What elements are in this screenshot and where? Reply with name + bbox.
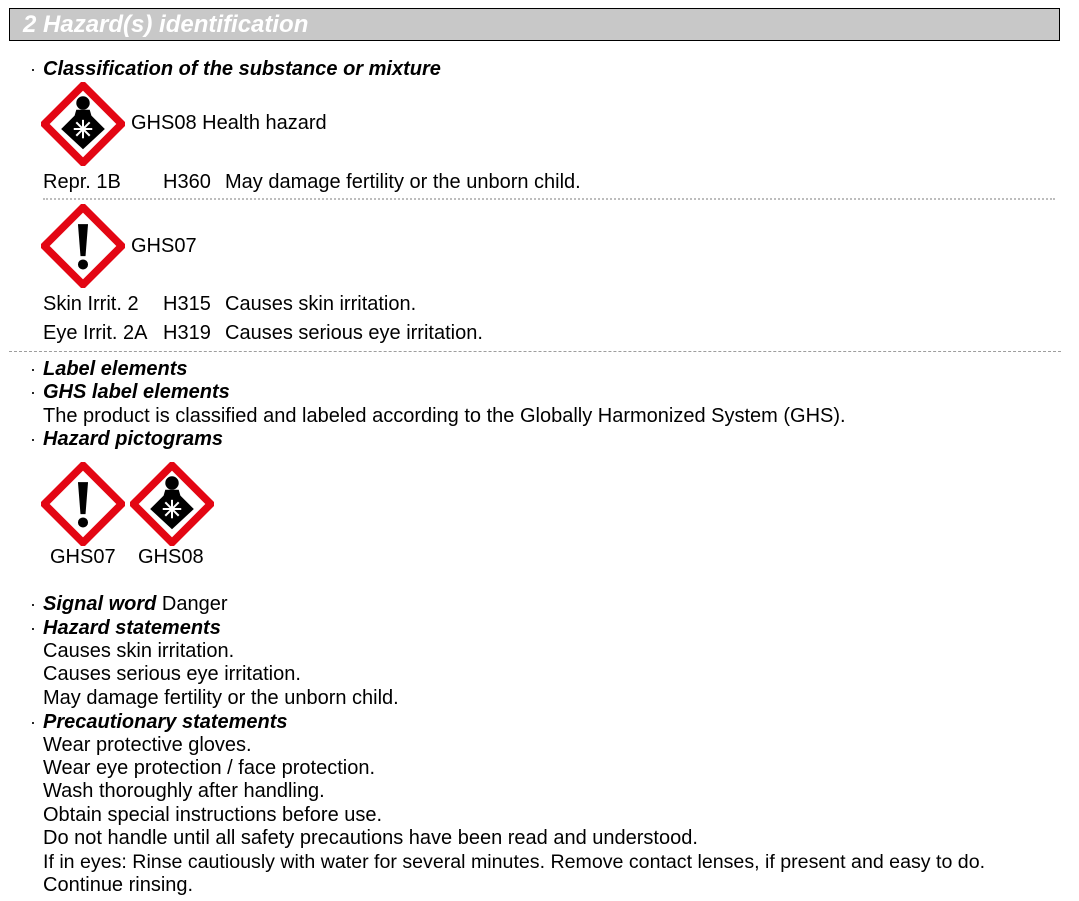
classification-heading: Classification of the substance or mixture (43, 58, 441, 80)
hazard-pictograms-heading: Hazard pictograms (43, 428, 224, 450)
dashed-divider (9, 351, 1061, 352)
hazard-text: Causes skin irritation. (225, 293, 417, 315)
pictogram-caption: GHS08 (138, 546, 204, 568)
section-title: 2 Hazard(s) identification (23, 11, 309, 38)
precautionary-statement: Do not handle until all safety precautions have been read and understood. (43, 827, 698, 849)
bullet: · (30, 429, 36, 449)
precautionary-statement: Obtain special instructions before use. (43, 804, 383, 826)
signal-word-line (43, 593, 228, 616)
signal-word-heading: Signal word (43, 593, 157, 615)
pictogram-label: GHS07 (131, 235, 197, 257)
bullet: · (30, 594, 36, 614)
bullet: · (30, 359, 36, 379)
dotted-divider (43, 198, 1055, 200)
hazard-code: H360 (163, 171, 211, 193)
precautionary-statement: Wear protective gloves. (43, 734, 252, 756)
health-hazard-icon (41, 82, 125, 166)
bullet: · (30, 382, 36, 402)
precautionary-statement: If in eyes: Rinse cautiously with water for several minutes. Remove contact lenses, if present and easy to do. (43, 851, 986, 873)
bullet: · (30, 59, 36, 79)
signal-word-value: Danger (161, 593, 228, 615)
hazard-statement: Causes skin irritation. (43, 640, 235, 662)
bullet: · (30, 712, 36, 732)
precautionary-statement: Wash thoroughly after handling. (43, 780, 325, 802)
hazard-statement: May damage fertility or the unborn child. (43, 687, 399, 709)
bullet: · (30, 618, 36, 638)
hazard-statements-heading: Hazard statements (43, 617, 221, 639)
ghs-statement: The product is classified and labeled according to the Globally Harmonized System (GHS). (43, 405, 846, 427)
exclamation-mark-icon (41, 204, 125, 288)
pictogram-label: GHS08 Health hazard (131, 112, 327, 134)
precautionary-statements-heading: Precautionary statements (43, 711, 288, 733)
hazard-code: H315 (163, 293, 211, 315)
label-elements-heading: Label elements (43, 358, 188, 380)
pictogram-caption: GHS07 (50, 546, 116, 568)
hazard-category: Skin Irrit. 2 (43, 293, 139, 315)
hazard-code: H319 (163, 322, 211, 344)
hazard-category: Repr. 1B (43, 171, 121, 193)
precautionary-statement: Continue rinsing. (43, 874, 194, 896)
ghs-label-elements-heading: GHS label elements (43, 381, 230, 403)
precautionary-statement: Wear eye protection / face protection. (43, 757, 376, 779)
health-hazard-icon (130, 462, 214, 546)
hazard-statement: Causes serious eye irritation. (43, 663, 301, 685)
hazard-text: May damage fertility or the unborn child. (225, 171, 581, 193)
section-header (9, 8, 1060, 41)
exclamation-mark-icon (41, 462, 125, 546)
hazard-category: Eye Irrit. 2A (43, 322, 148, 344)
hazard-text: Causes serious eye irritation. (225, 322, 483, 344)
